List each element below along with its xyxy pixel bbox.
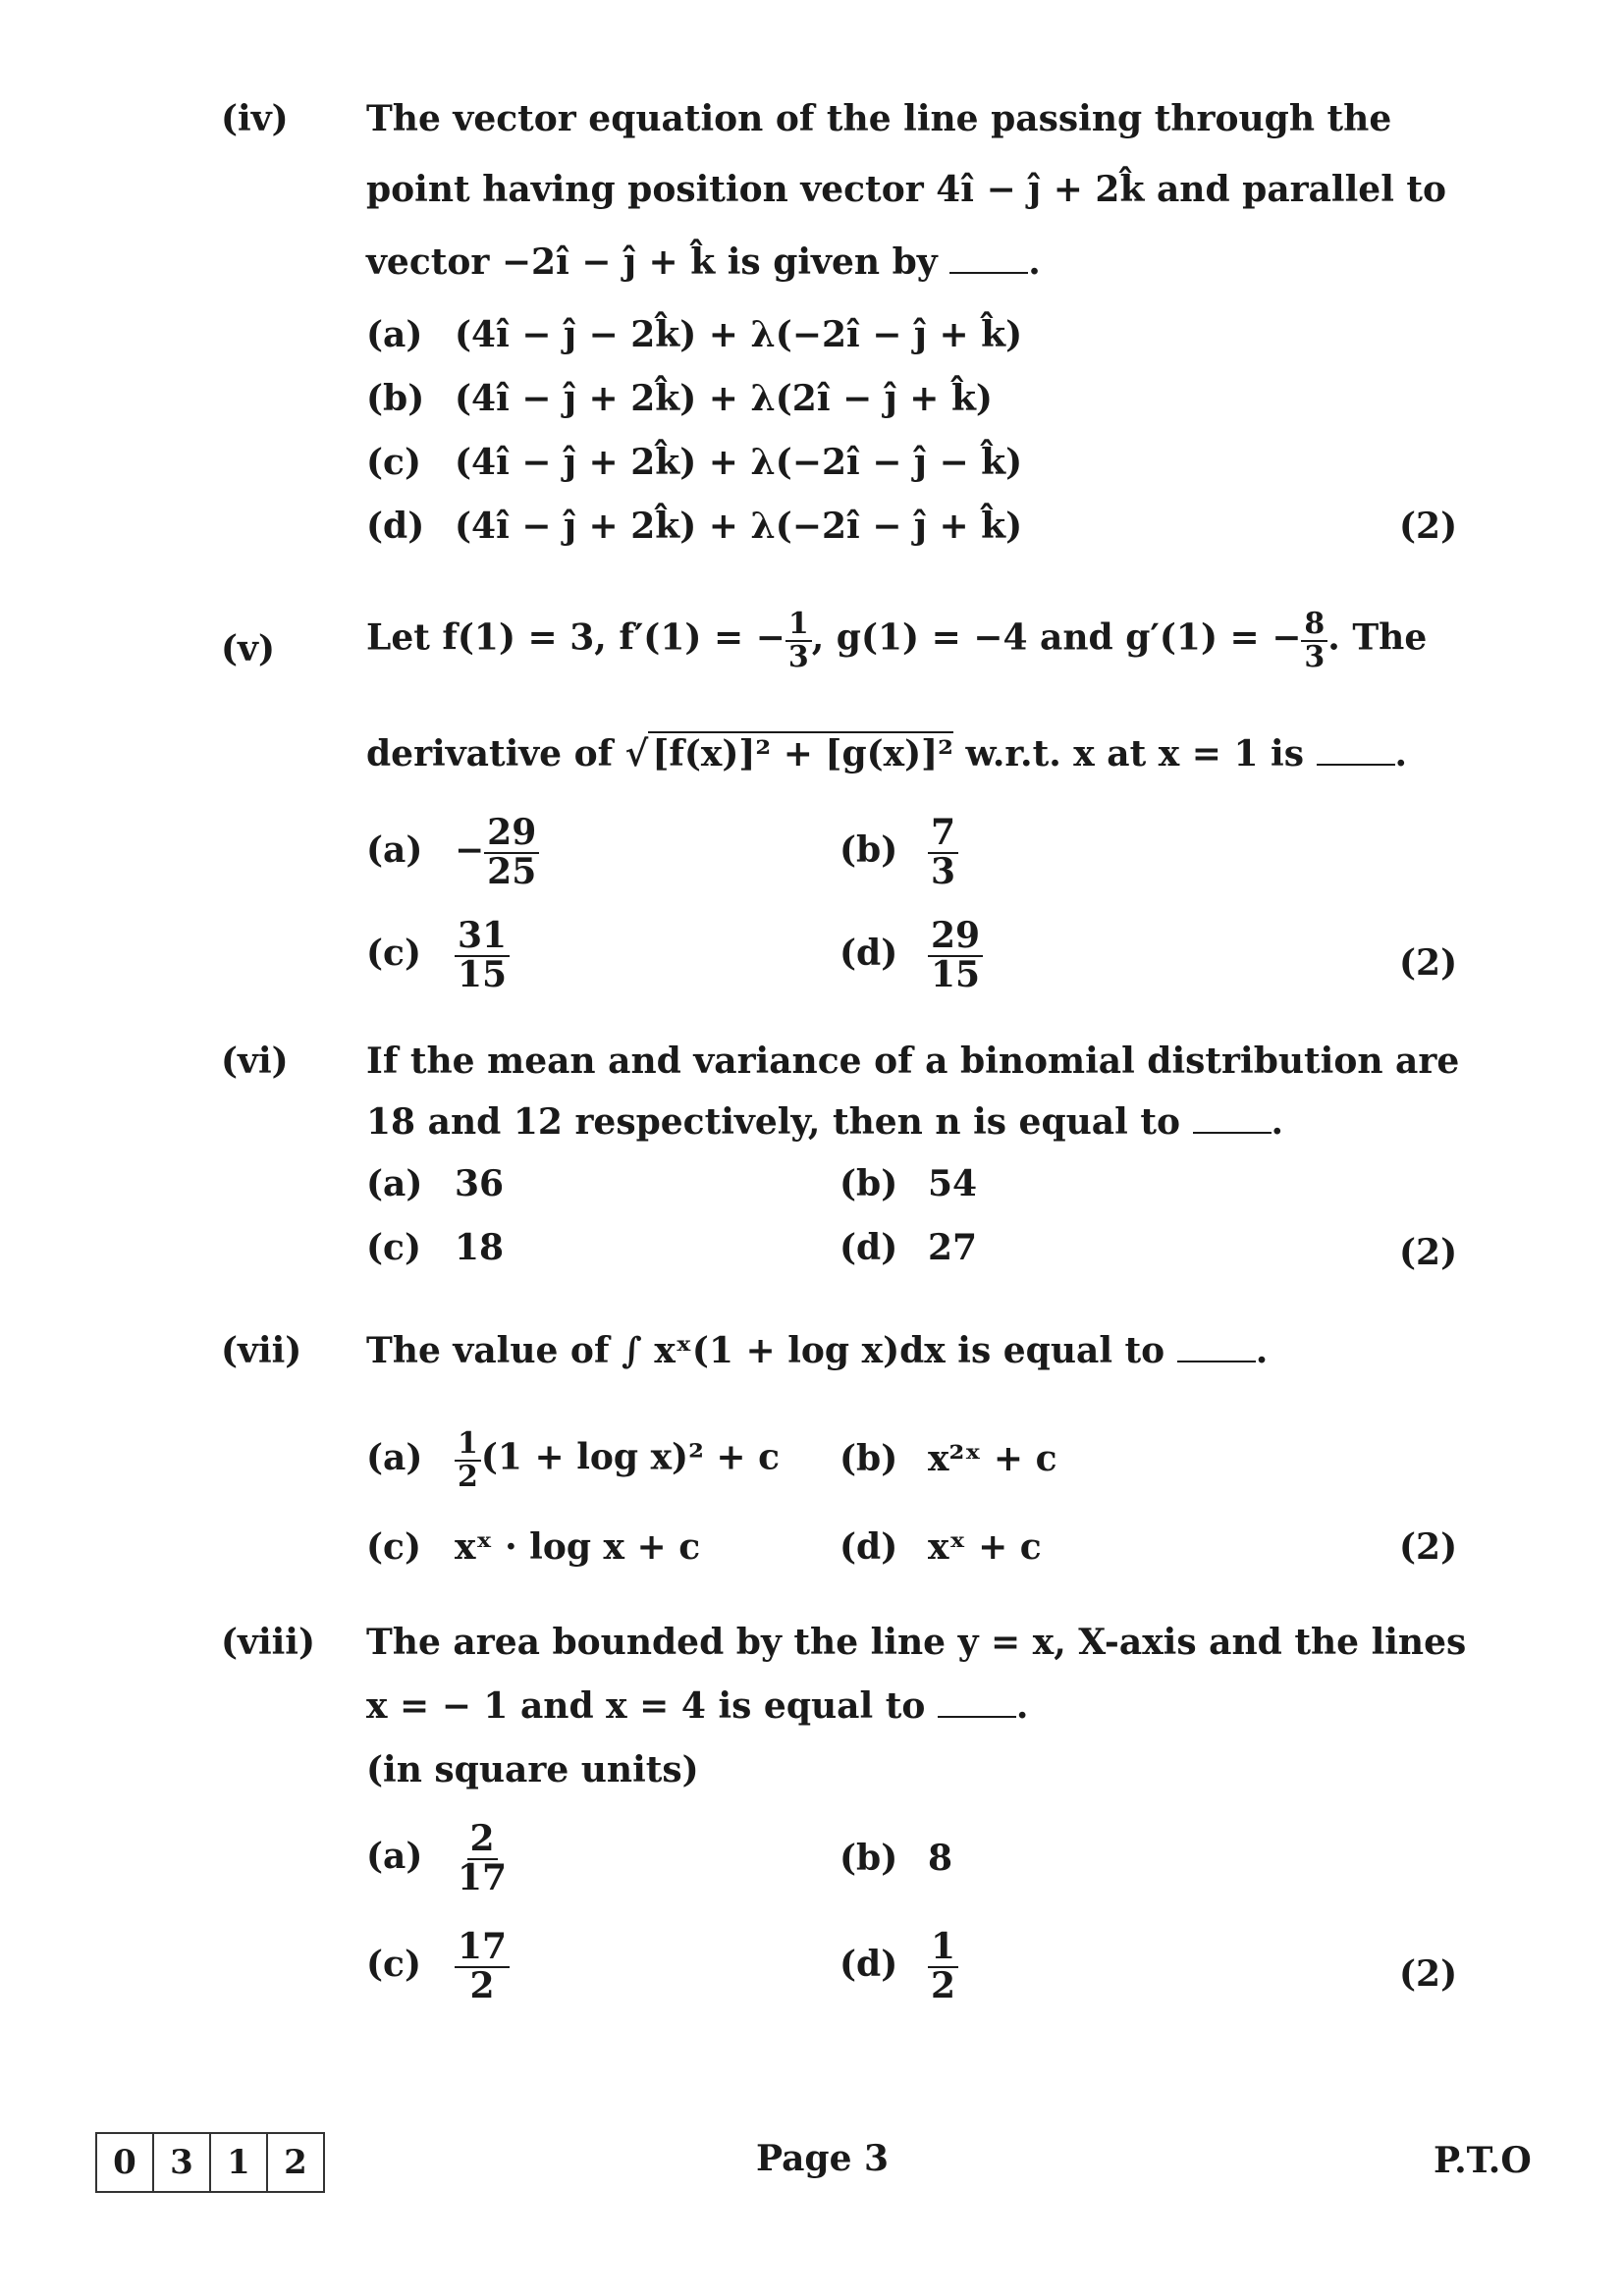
paper-code-digit: 3 <box>154 2134 211 2191</box>
fraction: $\frac{2}{17}$ <box>458 1818 508 1898</box>
question-stem-line: Let f(1) = 3, f′(1) = − $\frac{1}{3}$ , g(1) = −4 and g′(1) = − $\frac{8}{3}$ . The <box>366 607 1428 674</box>
paper-code-box <box>95 2132 325 2193</box>
question-stem-line: vector −2î − ĵ + k̂ is given by . <box>366 241 1041 283</box>
fraction: $\frac{29}{25}$ <box>484 815 539 891</box>
marks-label: (2) <box>1399 1232 1458 1273</box>
question-stem-line: (in square units) <box>366 1749 699 1790</box>
question-stem-line: The vector equation of the line passing through the <box>366 98 1392 139</box>
answer-blank <box>1177 1360 1256 1362</box>
paper-code-digit: 1 <box>211 2134 268 2191</box>
question-number: (v) <box>221 628 275 669</box>
marks-label: (2) <box>1399 1953 1458 1995</box>
question-number: (vii) <box>221 1330 302 1371</box>
paper-code-digit: 0 <box>97 2134 154 2191</box>
option-a[interactable]: (a) (4î − ĵ − 2k̂) + λ(−2î − ĵ + k̂) <box>366 314 1023 355</box>
option-d[interactable]: (d) 27 <box>839 1227 978 1268</box>
option-d[interactable]: (d) $\frac{29}{15}$ <box>839 918 983 994</box>
question-stem-line: derivative of √ [f(x)]² + [g(x)]² w.r.t. x at x = 1 is . <box>366 733 1408 774</box>
fraction: $\frac{17}{2}$ <box>455 1929 510 2005</box>
option-b[interactable]: (b) (4î − ĵ + 2k̂) + λ(2î − ĵ + k̂) <box>366 378 993 419</box>
option-a[interactable]: (a) 36 <box>366 1163 505 1204</box>
option-d[interactable]: (d) xˣ + c <box>839 1526 1042 1568</box>
option-a[interactable]: (a) $\frac{2}{17}$ <box>366 1821 510 1897</box>
marks-label: (2) <box>1399 942 1458 984</box>
option-c[interactable]: (c) 18 <box>366 1227 505 1268</box>
answer-blank <box>938 1715 1016 1718</box>
paper-code-digit: 2 <box>284 2143 307 2182</box>
question-number: (vi) <box>221 1041 289 1082</box>
option-d[interactable]: (d) (4î − ĵ + 2k̂) + λ(−2î − ĵ + k̂) <box>366 506 1023 547</box>
fraction: $\frac{1}{3}$ <box>785 609 812 672</box>
question-stem-line: x = − 1 and x = 4 is equal to . <box>366 1685 1029 1727</box>
question-stem-line: The area bounded by the line y = x, X-axis and the lines <box>366 1622 1467 1663</box>
radicand: [f(x)]² + [g(x)]² <box>648 731 953 774</box>
fraction: $\frac{31}{15}$ <box>455 918 510 994</box>
option-b[interactable]: (b) x²ˣ + c <box>839 1438 1057 1479</box>
option-c[interactable]: (c) $\frac{31}{15}$ <box>366 918 510 994</box>
answer-blank <box>1317 763 1395 766</box>
answer-blank <box>949 271 1028 274</box>
pto-label: P.T.O <box>1434 2140 1532 2181</box>
marks-label: (2) <box>1399 506 1458 547</box>
answer-blank <box>1193 1131 1272 1134</box>
fraction: $\frac{29}{15}$ <box>928 918 983 994</box>
option-c[interactable]: (c) (4î − ĵ + 2k̂) + λ(−2î − ĵ − k̂) <box>366 442 1023 483</box>
option-c[interactable]: (c) xˣ · log x + c <box>366 1526 701 1568</box>
option-d[interactable]: (d) $\frac{1}{2}$ <box>839 1929 958 2005</box>
page-number: Page 3 <box>756 2138 890 2179</box>
fraction: $\frac{1}{2}$ <box>928 1929 958 2005</box>
option-c[interactable]: (c) $\frac{17}{2}$ <box>366 1929 510 2005</box>
question-stem-line: 18 and 12 respectively, then n is equal to . <box>366 1101 1284 1143</box>
option-b[interactable]: (b) 54 <box>839 1163 978 1204</box>
option-b[interactable]: (b) 8 <box>839 1838 953 1879</box>
option-b[interactable]: (b) $\frac{7}{3}$ <box>839 815 958 891</box>
question-stem-line: If the mean and variance of a binomial distribution are <box>366 1041 1460 1082</box>
fraction: $\frac{7}{3}$ <box>928 815 958 891</box>
question-stem-line: point having position vector 4î − ĵ + 2k̂ and parallel to <box>366 169 1447 210</box>
marks-label: (2) <box>1399 1526 1458 1568</box>
fraction: $\frac{1}{2}$ <box>455 1428 481 1492</box>
question-number: (viii) <box>221 1622 316 1663</box>
question-stem-line: The value of ∫ xˣ(1 + log x)dx is equal to . <box>366 1330 1269 1371</box>
fraction: $\frac{8}{3}$ <box>1301 609 1327 672</box>
question-number: (iv) <box>221 98 289 139</box>
option-a[interactable]: (a) $\frac{1}{2}$ (1 + log x)² + c <box>366 1426 780 1494</box>
option-a[interactable]: (a) − $\frac{29}{25}$ <box>366 815 539 891</box>
